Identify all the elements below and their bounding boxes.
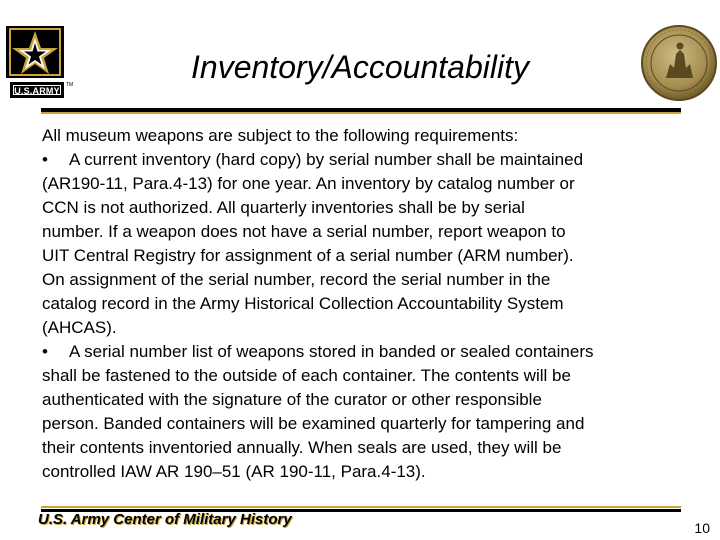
- body-line: On assignment of the serial number, record the serial number in the: [42, 270, 551, 289]
- body-line: number. If a weapon does not have a serial number, report weapon to: [42, 222, 566, 241]
- page-number: 10: [694, 520, 710, 536]
- bullet-item: [42, 340, 692, 364]
- slide-title: Inventory/Accountability: [191, 49, 529, 85]
- body-line: CCN is not authorized. All quarterly inventories shall be by serial: [42, 198, 525, 217]
- body-line: A current inventory (hard copy) by serial number shall be maintained: [69, 150, 584, 169]
- body-line: UIT Central Registry for assignment of a serial number (ARM number).: [42, 246, 574, 265]
- footer-organization: U.S. Army Center of Military History: [38, 511, 292, 528]
- body-line: their contents inventoried annually. When seals are used, they will be: [42, 438, 562, 457]
- army-logo: [6, 26, 74, 102]
- top-divider-accent: [41, 112, 681, 114]
- body-line: person. Banded containers will be examined quarterly for tampering and: [42, 414, 585, 433]
- bullet-item: [42, 148, 692, 172]
- body-line: shall be fastened to the outside of each container. The contents will be: [42, 366, 571, 385]
- trademark-mark: TM: [66, 82, 74, 88]
- body-line: controlled IAW AR 190–51 (AR 190-11, Para.4-13).: [42, 462, 426, 481]
- body-line: A serial number list of weapons stored in banded or sealed containers: [69, 342, 594, 361]
- bottom-divider-accent: [41, 506, 681, 508]
- body-line: (AR190-11, Para.4-13) for one year. An inventory by catalog number or: [42, 174, 575, 193]
- body-line: authenticated with the signature of the curator or other responsible: [42, 390, 542, 409]
- army-seal-icon: [640, 24, 720, 104]
- bullet-marker: •: [42, 150, 48, 169]
- body-line: All museum weapons are subject to the following requirements:: [42, 126, 519, 145]
- army-star-logo-icon: [6, 26, 64, 78]
- slide-body: [42, 124, 692, 484]
- army-wordmark: U.S.ARMY: [10, 82, 64, 98]
- bullet-marker: •: [42, 342, 48, 361]
- body-line: (AHCAS).: [42, 318, 117, 337]
- body-line: catalog record in the Army Historical Collection Accountability System: [42, 294, 564, 313]
